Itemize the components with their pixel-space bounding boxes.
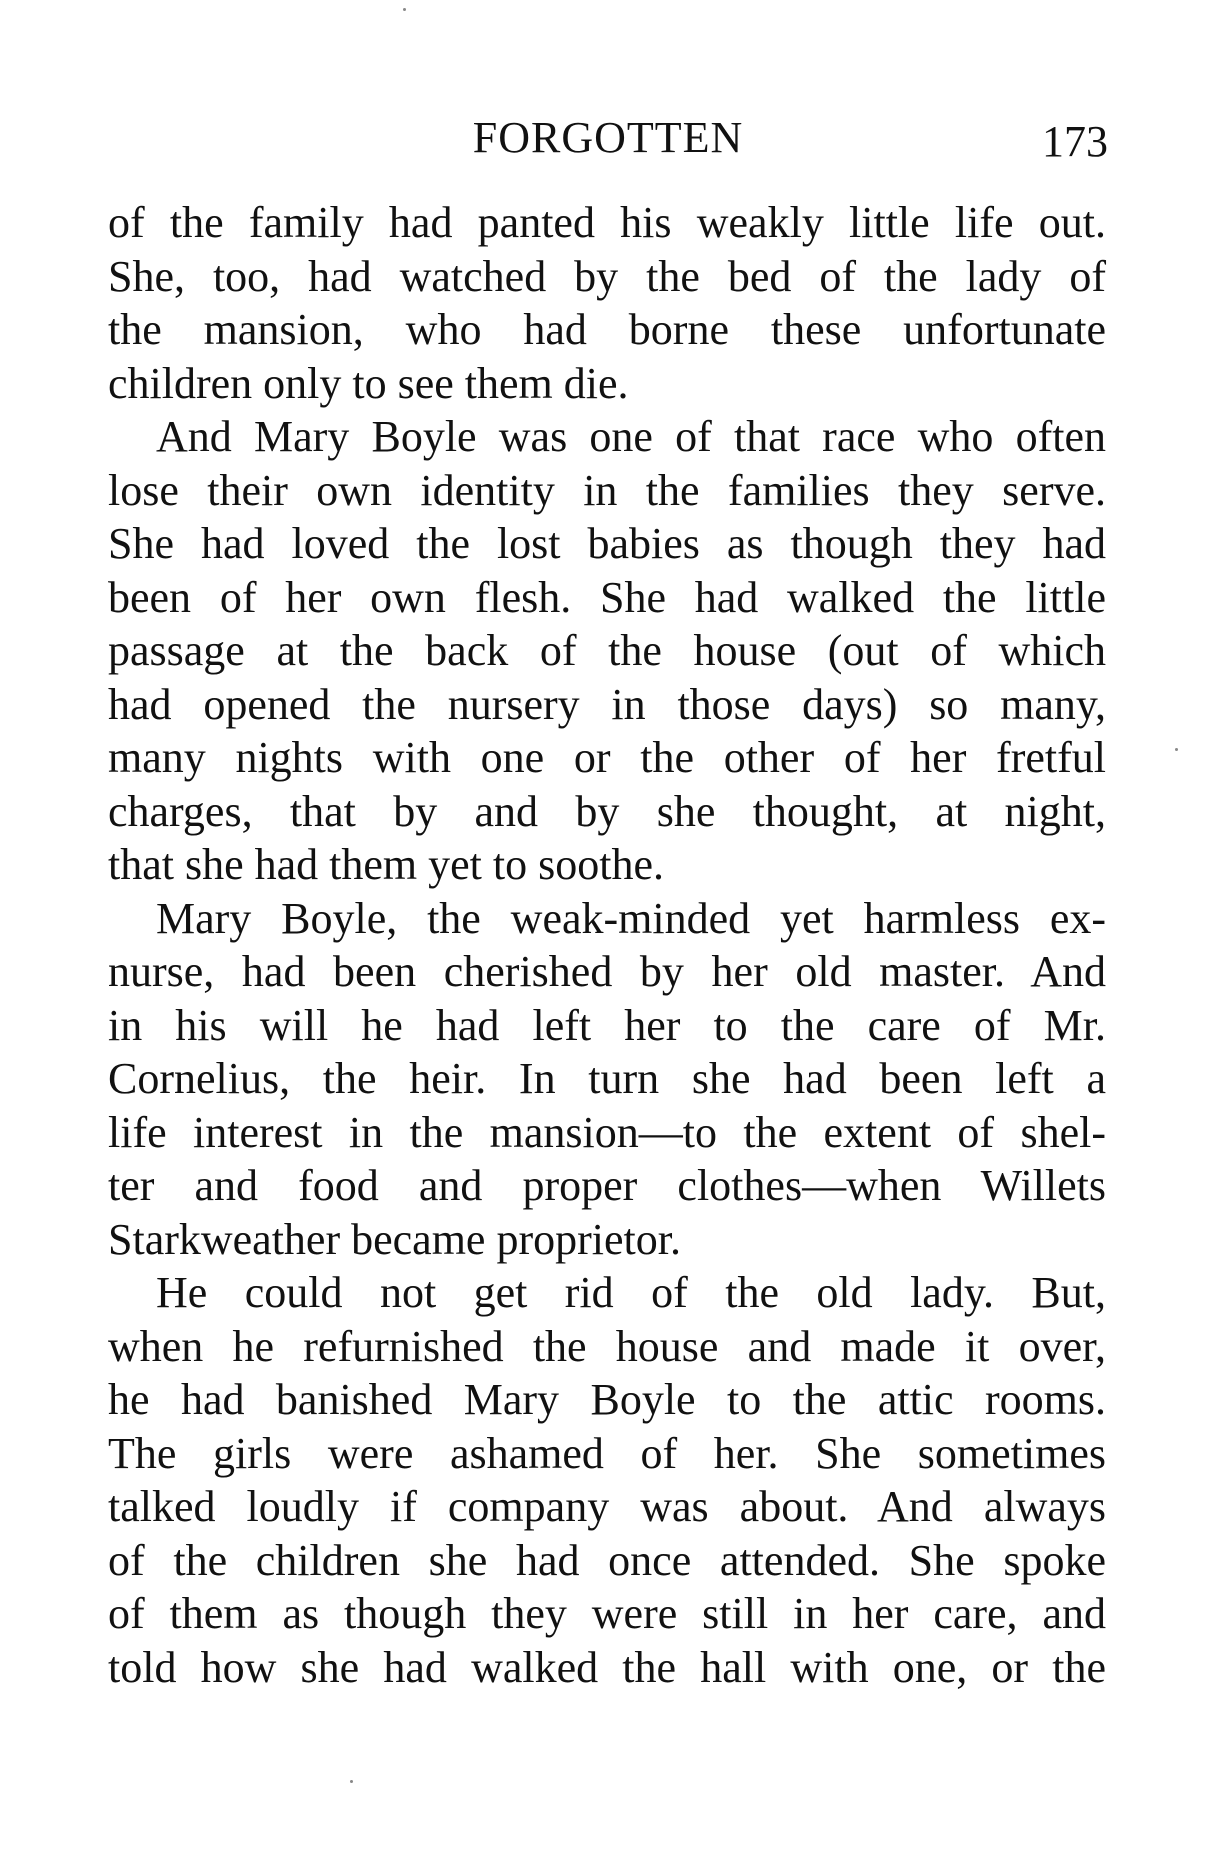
text-line: that she had them yet to soothe. bbox=[108, 840, 664, 889]
page-header bbox=[108, 112, 1108, 172]
text-line: lose their own identity in the families they serve. bbox=[108, 465, 1106, 515]
text-line: Starkweather became proprietor. bbox=[108, 1214, 681, 1264]
paper-speck bbox=[350, 1780, 353, 1783]
paper-speck bbox=[1175, 748, 1178, 751]
body-text bbox=[108, 196, 1106, 1694]
text-line: he had banished Mary Boyle to the attic rooms. bbox=[108, 1375, 1106, 1424]
page-number: 173 bbox=[1042, 117, 1108, 166]
text-line: life interest in the mansion—to the extent of shel- bbox=[108, 1107, 1106, 1157]
text-line: of them as though they were still in her care, and bbox=[108, 1589, 1106, 1638]
text-line: the mansion, who had borne these unfortunate bbox=[108, 305, 1106, 354]
text-line: passage at the back of the house (out of which bbox=[108, 626, 1106, 675]
text-line: when he refurnished the house and made it over, bbox=[108, 1321, 1106, 1371]
text-line: told how she had walked the hall with one, or the bbox=[108, 1642, 1106, 1692]
running-head: FORGOTTEN bbox=[472, 113, 744, 162]
text-line: nurse, had been cherished by her old master. And bbox=[108, 947, 1106, 996]
text-line: talked loudly if company was about. And always bbox=[108, 1482, 1106, 1531]
text-line: many nights with one or the other of her fretful bbox=[108, 733, 1106, 782]
text-line: He could not get rid of the old lady. But, bbox=[156, 1268, 1106, 1317]
text-line: had opened the nursery in those days) so many, bbox=[108, 679, 1106, 729]
text-line: children only to see them die. bbox=[108, 358, 629, 408]
text-line: ter and food and proper clothes—when Willets bbox=[108, 1161, 1106, 1210]
text-line: Cornelius, the heir. In turn she had been left a bbox=[108, 1054, 1106, 1103]
text-line: of the children she had once attended. She spoke bbox=[108, 1535, 1106, 1585]
paper-speck bbox=[403, 8, 406, 11]
text-line: She had loved the lost babies as though they had bbox=[108, 519, 1106, 568]
text-line: Mary Boyle, the weak-minded yet harmless ex- bbox=[156, 893, 1106, 943]
text-line: of the family had panted his weakly little life out. bbox=[108, 198, 1106, 247]
text-line: charges, that by and by she thought, at night, bbox=[108, 786, 1106, 836]
text-line: The girls were ashamed of her. She sometimes bbox=[108, 1428, 1106, 1478]
text-line: in his will he had left her to the care of Mr. bbox=[108, 1000, 1106, 1050]
text-line: And Mary Boyle was one of that race who often bbox=[156, 412, 1106, 461]
text-line: She, too, had watched by the bed of the lady of bbox=[108, 251, 1106, 301]
text-line: been of her own flesh. She had walked the little bbox=[108, 572, 1106, 622]
